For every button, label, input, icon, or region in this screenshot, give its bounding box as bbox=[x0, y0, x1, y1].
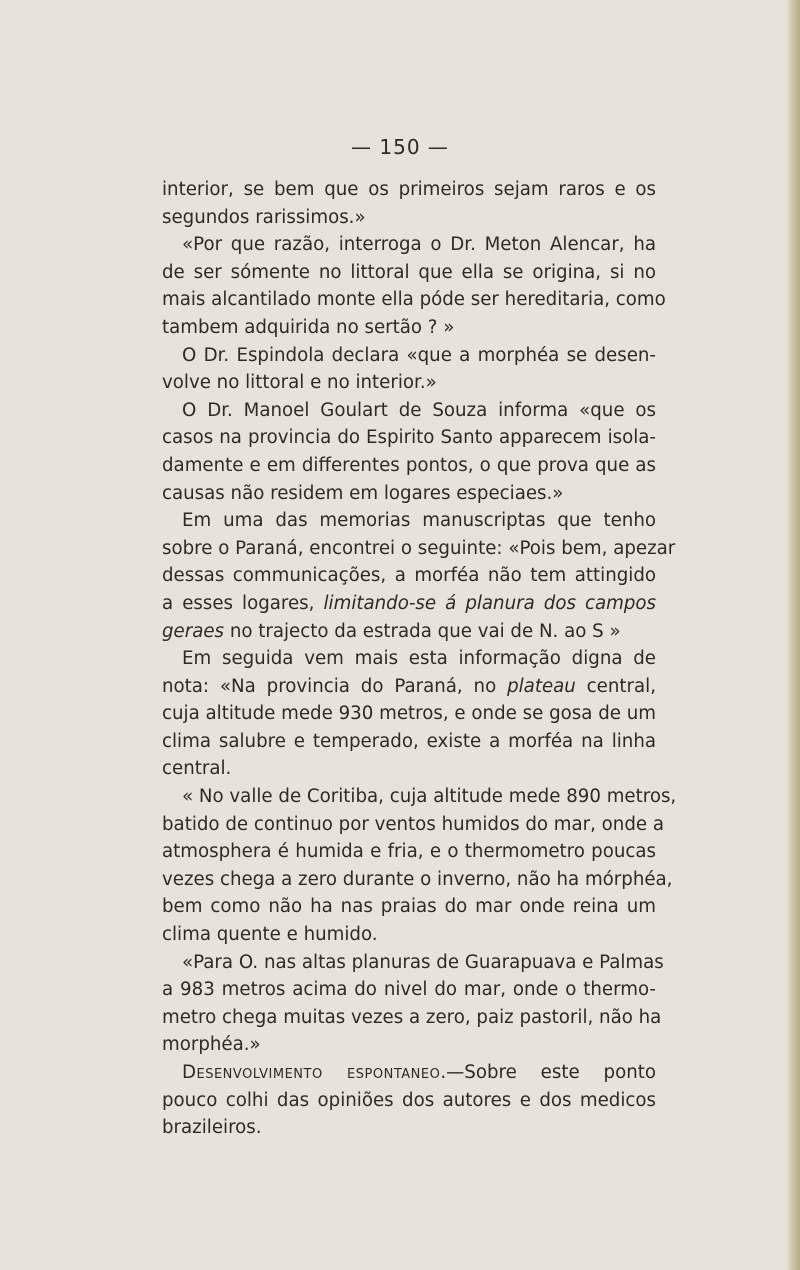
italic-text: limitando-se á planura dos campos bbox=[323, 592, 656, 614]
text-line: dessas communicações, a morféa não tem attingido bbox=[162, 565, 656, 587]
text-segment: central, bbox=[575, 675, 656, 697]
text-line: segundos rarissimos.» bbox=[162, 206, 366, 228]
text-line: volve no littoral e no interior.» bbox=[162, 372, 437, 394]
text-line bbox=[162, 618, 656, 646]
text-line: clima quente e humido. bbox=[162, 924, 378, 946]
small-caps-heading: Desenvolvimento espontaneo bbox=[182, 1062, 441, 1083]
text-block bbox=[162, 176, 677, 1142]
text-line: clima salubre e temperado, existe a morféa na linha bbox=[162, 730, 656, 752]
text-line: «Por que razão, interroga o Dr. Meton Alencar, ha bbox=[182, 234, 656, 256]
text-line: mais alcantilado monte ella póde ser hereditaria, como bbox=[162, 289, 666, 311]
text-line bbox=[162, 590, 656, 618]
text-line: brazileiros. bbox=[162, 1117, 262, 1139]
text-line: morphéa.» bbox=[162, 1034, 261, 1056]
text-line: interior, se bem que os primeiros sejam raros e os bbox=[162, 179, 656, 200]
text-line bbox=[162, 1059, 656, 1087]
text-line: atmosphera é humida e fria, e o thermometro poucas bbox=[162, 841, 656, 863]
text-line: «Para O. nas altas planuras de Guarapuava e Palmas bbox=[182, 951, 664, 973]
text-line: batido de continuo por ventos humidos do mar, onde a bbox=[162, 813, 664, 835]
text-line: O Dr. Espindola declara «que a morphéa se desen- bbox=[182, 344, 656, 366]
text-line: bem como não ha nas praias do mar onde reina um bbox=[162, 896, 656, 918]
text-segment: a esses logares, bbox=[162, 592, 324, 614]
text-line: tambem adquirida no sertão ? » bbox=[162, 316, 455, 338]
text-line: pouco colhi das opiniões dos autores e dos medicos bbox=[162, 1089, 656, 1111]
text-line: vezes chega a zero durante o inverno, não ha mórphéa, bbox=[162, 868, 673, 890]
text-line: O Dr. Manoel Goulart de Souza informa «que os bbox=[182, 399, 656, 421]
italic-text: plateau bbox=[507, 675, 576, 697]
text-line: damente e em differentes pontos, o que prova que as bbox=[162, 454, 656, 476]
text-line: « No valle de Coritiba, cuja altitude mede 890 metros, bbox=[182, 786, 677, 808]
italic-text: geraes bbox=[162, 620, 225, 642]
text-line: Em uma das memorias manuscriptas que tenho bbox=[182, 510, 656, 532]
text-line: causas não residem em logares especiaes.» bbox=[162, 482, 564, 504]
text-line: central. bbox=[162, 758, 232, 780]
text-segment: no trajecto da estrada que vai de N. ao S » bbox=[224, 620, 621, 642]
text-line: sobre o Paraná, encontrei o seguinte: «Pois bem, apezar bbox=[162, 537, 676, 559]
text-line: Em seguida vem mais esta informação digna de bbox=[182, 648, 656, 670]
text-line: de ser sómente no littoral que ella se origina, si no bbox=[162, 261, 656, 283]
text-line: cuja altitude mede 930 metros, e onde se gosa de um bbox=[162, 703, 656, 725]
text-line: metro chega muitas vezes a zero, paiz pastoril, não ha bbox=[162, 1006, 662, 1028]
text-segment: nota: «Na provincia do Paraná, no bbox=[162, 675, 508, 697]
page-edge bbox=[786, 0, 800, 1270]
text-segment: .—Sobre este ponto bbox=[440, 1062, 656, 1083]
text-line: casos na provincia do Espirito Santo apparecem isola- bbox=[162, 427, 656, 449]
page-number: — 150 — bbox=[351, 135, 449, 159]
text-line bbox=[162, 673, 656, 701]
text-line: a 983 metros acima do nivel do mar, onde o thermo- bbox=[162, 979, 656, 1001]
